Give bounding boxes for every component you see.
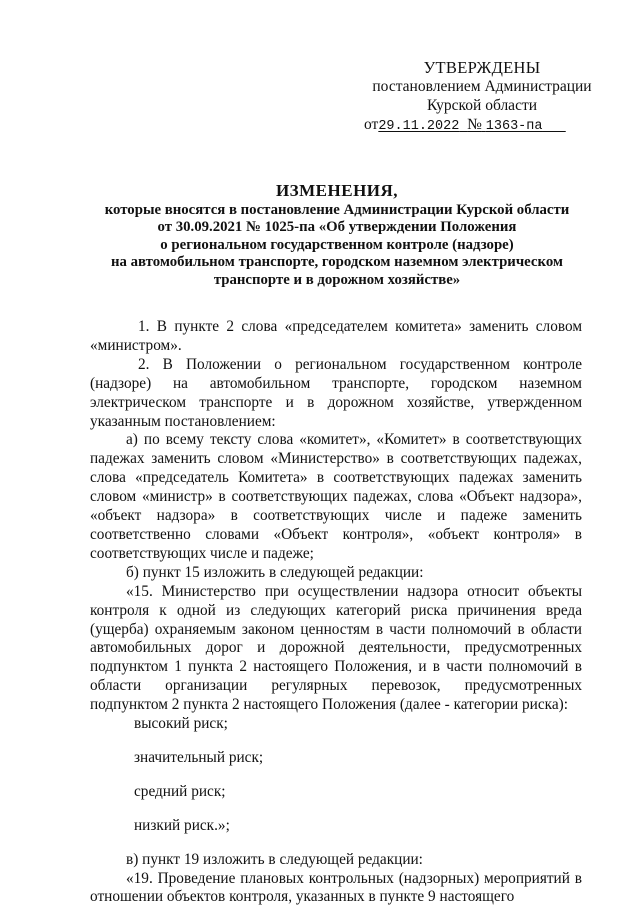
number-prefix: № [467, 116, 482, 133]
risk-item-significant: значительный риск; [134, 748, 264, 766]
approval-heading: УТВЕРЖДЕНЫ [423, 58, 541, 77]
approval-line-2: Курской области [426, 97, 538, 114]
approval-stamp [362, 58, 602, 136]
risk-item-medium: средний риск; [134, 782, 226, 800]
title-main: ИЗМЕНЕНИЯ, [275, 181, 399, 200]
approval-line-1: постановлением Администрации [372, 78, 592, 95]
approval-date: 29.11.2022 [378, 119, 460, 134]
date-prefix: от [364, 116, 379, 133]
title-line-1: которые вносятся в постановление Администрации Курской области [104, 201, 570, 218]
document-body [90, 318, 582, 907]
risk-item-low: низкий риск.»; [134, 816, 230, 834]
title-line-2: от 30.09.2021 № 1025-па «Об утверждении Положения [157, 219, 517, 235]
title-line-4: на автомобильном транспорте, городском наземном электрическом [110, 254, 564, 270]
paragraph-3: а) по всему тексту слова «комитет», «Комитет» в соответствующих падежах заменить словом «Министерство» в соответствующих падежах, слова «председатель Комитета» в соответствующих падежах заменить словом «министр» в соответствующих падежах, слова «Объект надзора», «объект надзора» в соответствующих числе и падеже заменить соответственно словами «Объект контроля», «объект контроля» в соответствующих числе и падеже; [90, 431, 582, 562]
paragraph-1: 1. В пункте 2 слова «председателем комитета» заменить словом «министром». [90, 318, 582, 354]
approval-date-line [362, 115, 602, 136]
paragraph-5: «15. Министерство при осуществлении надзора относит объекты контроля к одной из следующих категорий риска причинения вреда (ущерба) охраняемым законом ценностям в части полномочий в области автомобильных дорог и дорожной деятельности, предусмотренных подпунктом 1 пункта 2 настоящего Положения, и в части полномочий в области организации регулярных перевозок, предусмотренных подпунктом 2 пункта 2 настоящего Положения (далее - категории риска): [90, 582, 582, 714]
paragraph-6: в) пункт 19 изложить в следующей редакции: [126, 850, 423, 868]
title-line-3: о региональном государственном контроле (надзоре) [160, 236, 514, 253]
document-title [90, 182, 584, 289]
approval-number: 1363-па [485, 119, 543, 134]
paragraph-4: б) пункт 15 изложить в следующей редакции: [126, 563, 424, 581]
paragraph-7: «19. Проведение плановых контрольных (надзорных) мероприятий в отношении объектов контроля, указанных в пункте 9 настоящего [90, 869, 582, 906]
title-line-5: транспорте и в дорожном хозяйстве» [213, 271, 461, 288]
risk-item-high: высокий риск; [134, 715, 228, 733]
paragraph-2: 2. В Положении о региональном государственном контроле (надзоре) на автомобильном транспорте, городском наземном электрическом транспорте и в дорожном хозяйстве, утвержденном указанным постановлением: [90, 355, 582, 430]
